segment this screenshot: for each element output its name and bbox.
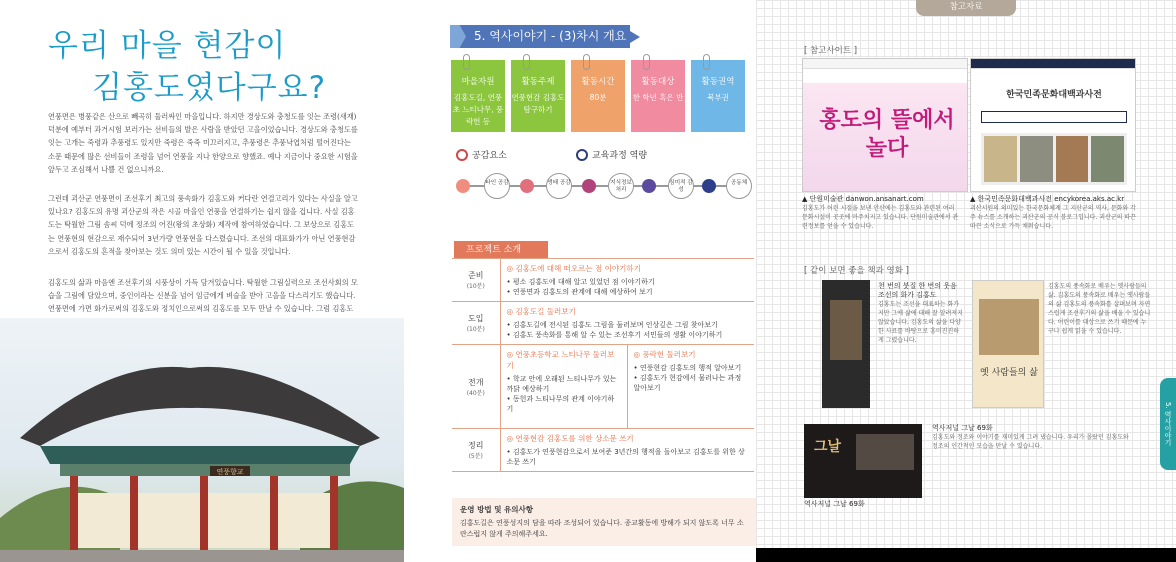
right-page	[756, 0, 1176, 548]
site-desc: 괴산서원의 의미있는 한국문화체계 그 지산군의 역사, 문화와 각 주 뉴스를 소개하는 괴산군의 공식 블로그입니다. 괴산군의 따끈따끈 소식으로 가득 채워습니다.	[970, 205, 1136, 230]
phase-title: ◎ 연풍초등학교 느티나무 둘러보기	[507, 349, 621, 371]
film-poster-text: 그날	[814, 439, 842, 455]
paperclip-icon	[703, 54, 710, 70]
list-item: • 연풍현감 김홍도의 행적 알아보기	[634, 363, 749, 373]
arrow-icon	[450, 25, 466, 48]
flow-node-eco-empathy: 생태 공감	[546, 173, 572, 199]
row-label: 정리 (5분)	[452, 429, 500, 472]
book-caption-1	[878, 282, 964, 345]
card-title: 활동권역	[701, 77, 735, 87]
card-value: 김홍도길, 연풍초 느티나무, 풍락헌 등	[452, 93, 504, 126]
list-item: • 김홍도길에 전시된 김홍도 그림을 둘러보며 인상깊은 그림 찾아보기	[507, 320, 749, 330]
book-cover-1	[822, 280, 870, 408]
books-heading: [ 같이 보면 좋을 책과 영화 ]	[804, 266, 909, 276]
book-title: 천 번의 붓질 한 번의 웃음 조선의 화가 김홍도	[878, 282, 957, 299]
table-row	[452, 429, 754, 472]
list-item: • 평소 김홍도에 대해 알고 있었던 점 이야기하기	[507, 277, 749, 287]
notes-title: 운영 방법 및 유의사항	[460, 505, 534, 514]
book-caption-2	[1048, 282, 1152, 336]
list-item: • 학교 안에 오래된 느티나무가 있는 까닭 예상하기	[507, 374, 621, 394]
notes-box	[452, 498, 756, 546]
site-screenshot-danwon[interactable]	[802, 58, 968, 192]
paperclip-icon	[523, 54, 530, 70]
flow-node-info-processing: 지식정보 처리	[608, 173, 634, 199]
flow-dot	[702, 179, 716, 193]
competency-flow	[456, 168, 756, 204]
paperclip-icon	[463, 54, 470, 70]
empathy-title: 공감요소	[472, 151, 507, 161]
book-desc: 김홍도는 조선을 대표하는 화가지만 그에 삶에 대해 잘 알려져지 않았습니다. 김홍도의 삶을 다양한 사료를 바탕으로 흥미진진하게 그렸습니다.	[878, 301, 963, 344]
card-topic	[511, 60, 565, 132]
intro-paragraph-3: 김홍도의 삶과 마음엔 조선후기의 시풍상이 가득 담겨있습니다. 탁월한 그림실력으로 조선사회의 모습을 그림에 담았으며, 중인이라는 신분을 넘어 임금에게 벼슬을 받아 고을을 다스리기도 했습니다. 연풍면에 가면 화가로써의 김홍도와 정치인으로써의 김홍도를 모두 만날 수 있습니다. 그럼 김홍도	[48, 278, 358, 314]
row-label: 도입 (10분)	[452, 302, 500, 345]
list-item: • 연풍면과 김홍도의 관계에 대해 예상하여 보기	[507, 287, 749, 297]
project-title: 프로젝트 소개	[454, 241, 548, 259]
overview-cards	[451, 60, 748, 132]
card-title: 활동주제	[521, 77, 555, 87]
film-desc: 김홍도와 정조와 이야기를 재미있게 그려 냈습니다. 우리가 몰랐던 김홍도와 정조의 인간적인 모습을 만날 수 있습니다.	[932, 434, 1129, 450]
phase-title: ◎ 김홍도길 둘러보기	[507, 306, 749, 317]
site-banner: 홍도의 뜰에서 놀다	[819, 108, 955, 161]
card-title: 활동대상	[641, 77, 675, 87]
card-title: 활동시간	[581, 77, 615, 87]
card-target	[631, 60, 685, 132]
row-content	[627, 345, 754, 429]
paperclip-icon	[643, 54, 650, 70]
flow-node-empathy-others: 타인 공감	[484, 173, 510, 199]
middle-page	[404, 0, 756, 562]
list-item: • 김홍도 풍속화를 통해 알 수 있는 조선후기 서민들의 생활 이야기하기	[507, 330, 749, 340]
phase-title: ◎ 연풍현감 김홍도를 위한 상소문 쓰기	[507, 433, 749, 444]
card-value: 80분	[589, 93, 607, 102]
list-item: • 김홍도가 연풍현감으로서 보여준 3년간의 행적을 돌아보고 김홍도를 위한 상소문 쓰기	[507, 447, 749, 467]
page-title-line2: 김홍도였다구요?	[92, 70, 327, 106]
flow-node-community: 공동체	[726, 173, 752, 199]
card-resources	[451, 60, 505, 132]
site-banner: 한국민족문화대백과사전	[1006, 90, 1102, 100]
competency-heading	[576, 148, 647, 161]
film-caption	[804, 500, 922, 509]
card-time	[571, 60, 625, 132]
book-cover-2	[972, 280, 1044, 408]
site-caption-encykorea	[970, 195, 1140, 231]
site-caption-danwon	[802, 195, 962, 231]
row-content	[500, 429, 754, 472]
table-row	[452, 259, 754, 302]
building-sign: 연풍향교	[216, 468, 244, 476]
card-value: 한 학년 혹은 반	[632, 93, 684, 102]
phase-title: ◎ 풍락헌 둘러보기	[634, 349, 749, 360]
paperclip-icon	[583, 54, 590, 70]
competency-title: 교육과정 역량	[592, 151, 648, 161]
competency-icon	[576, 149, 588, 161]
sites-heading: [ 참고사이트 ]	[804, 46, 858, 56]
phase-title: ◎ 김홍도에 대해 떠오르는 점 이야기하기	[507, 263, 749, 274]
flow-dot	[456, 179, 470, 193]
left-page	[0, 0, 404, 562]
flow-dot	[520, 179, 534, 193]
intro-paragraph-1: 연풍면은 병풍같은 산으로 빼곡히 둘러싸인 마을입니다. 하지만 경상도와 충청도를 잇는 조령(새재) 덕분에 예부터 과거시험 보러가는 선비들의 발은 사람을 받았던 고을이었습니다. 경상도와 충청도를 잇는 고개는 죽령과 추풍령도 있지만 죽령은 죽죽 미끄러지고, 추풍령은 추풍낙엽처럼 떨어진다는 소문 때문에 많은 선비들이 조령을 넘어 연풍을 지나 한양으로 향했죠. 예나 지금이나 중요한 시험을 앞두고 조심해서 나쁠 건 없으니까요.	[48, 112, 358, 174]
film-desc-block	[932, 424, 1132, 451]
table-row	[452, 302, 754, 345]
site-desc: 김홍도가 어린 시절을 보낸 안산에는 김홍도와 관련된 여러 문화시설이 곳곳에 마주치지고 있습니다. 단원미술관에서 관련정보를 얻을 수 있습니다.	[802, 205, 959, 230]
row-content	[500, 259, 754, 302]
flow-node-aesthetic: 심미적 감성	[668, 173, 694, 199]
flow-dot	[642, 179, 656, 193]
film-title: 역사저널 그날 69화	[804, 500, 865, 508]
row-content	[500, 302, 754, 345]
page-title-line1: 우리 마을 현감이	[48, 28, 287, 64]
film-poster	[804, 424, 922, 498]
book-desc: 김홍도의 풍속화로 배우는 옛사람들의 삶. 김홍도의 풍속화로 배우는 옛사람들의 삶 김홍도의 풍속화를 살펴보며 자연스럽게 조선후기의 삶을 배울 수 있습니다. 어린이를 대상으로 쓰기 때문에 누구나 쉽게 읽을 수 있습니다.	[1048, 283, 1151, 335]
table-row	[452, 345, 754, 429]
card-value: 북부권	[707, 93, 729, 102]
site-title: ▲ 한국민족문화대백과사전	[970, 195, 1052, 203]
hanok-building-photo	[0, 318, 404, 562]
site-url[interactable]: encykorea.aks.ac.kr	[1054, 195, 1125, 203]
card-value: 연풍현감 김홍도 탐구하기	[511, 93, 565, 114]
flow-dot	[582, 179, 596, 193]
empathy-icon	[456, 149, 468, 161]
list-item: • 김홍도가 현감에서 물러나는 과정 알아보기	[634, 373, 749, 393]
row-label: 전개 (40분)	[452, 345, 500, 429]
row-content	[500, 345, 627, 429]
card-title: 마을자원	[461, 77, 495, 87]
reference-tab: 참고자료	[916, 0, 1016, 16]
section-title: 5. 역사이야기 - (3)차시 개요	[474, 29, 627, 43]
book-title: 옛 사람들의 삶	[980, 368, 1038, 378]
film-title-heading: 역사저널 그날 69화	[932, 424, 993, 432]
card-region	[691, 60, 745, 132]
side-tab-history[interactable]: 5. 역사이야기	[1160, 378, 1176, 470]
project-table	[452, 258, 754, 472]
section-header	[452, 25, 630, 48]
notes-text: 김홍도길은 연풍성지의 담을 따라 조성되어 있습니다. 종교활동에 방해가 되지 않도록 너무 소란스럽지 않게 주의해주세요.	[460, 519, 744, 538]
list-item: • 동헌과 느티나무의 관계 이야기하기	[507, 394, 621, 414]
intro-paragraph-2: 그런데 괴산군 연풍면이 조선후기 최고의 풍속화가 김홍도와 커다란 연결고리가 있다는 사실을 알고 있나요? 김홍도의 유명 괴산군의 작은 시골 마을인 연풍을 연결하기는 쉽지 않을 겁니다. 사실 김홍도는 탁월한 그림 솜씨 덕에 정조의 어진(왕의 초상화) 제작에 참여하였습니다. 그 보상으로 김홍도는 연풍현의 현감으로 재수되어 3년가량 연풍현을 다스렸습니다. 조선의 대표화가가 아닌 연풍현감으로서 김홍도의 흔적을 찾아보는 것도 의미 있는 시간이 될 수 있을 것입니다.	[48, 194, 358, 256]
site-title: ▲ 단원미술관	[802, 195, 844, 203]
site-screenshot-encykorea[interactable]	[970, 58, 1136, 192]
empathy-heading	[456, 148, 507, 161]
row-label: 준비 (10분)	[452, 259, 500, 302]
site-url[interactable]: danwon.ansanart.com	[845, 195, 924, 203]
